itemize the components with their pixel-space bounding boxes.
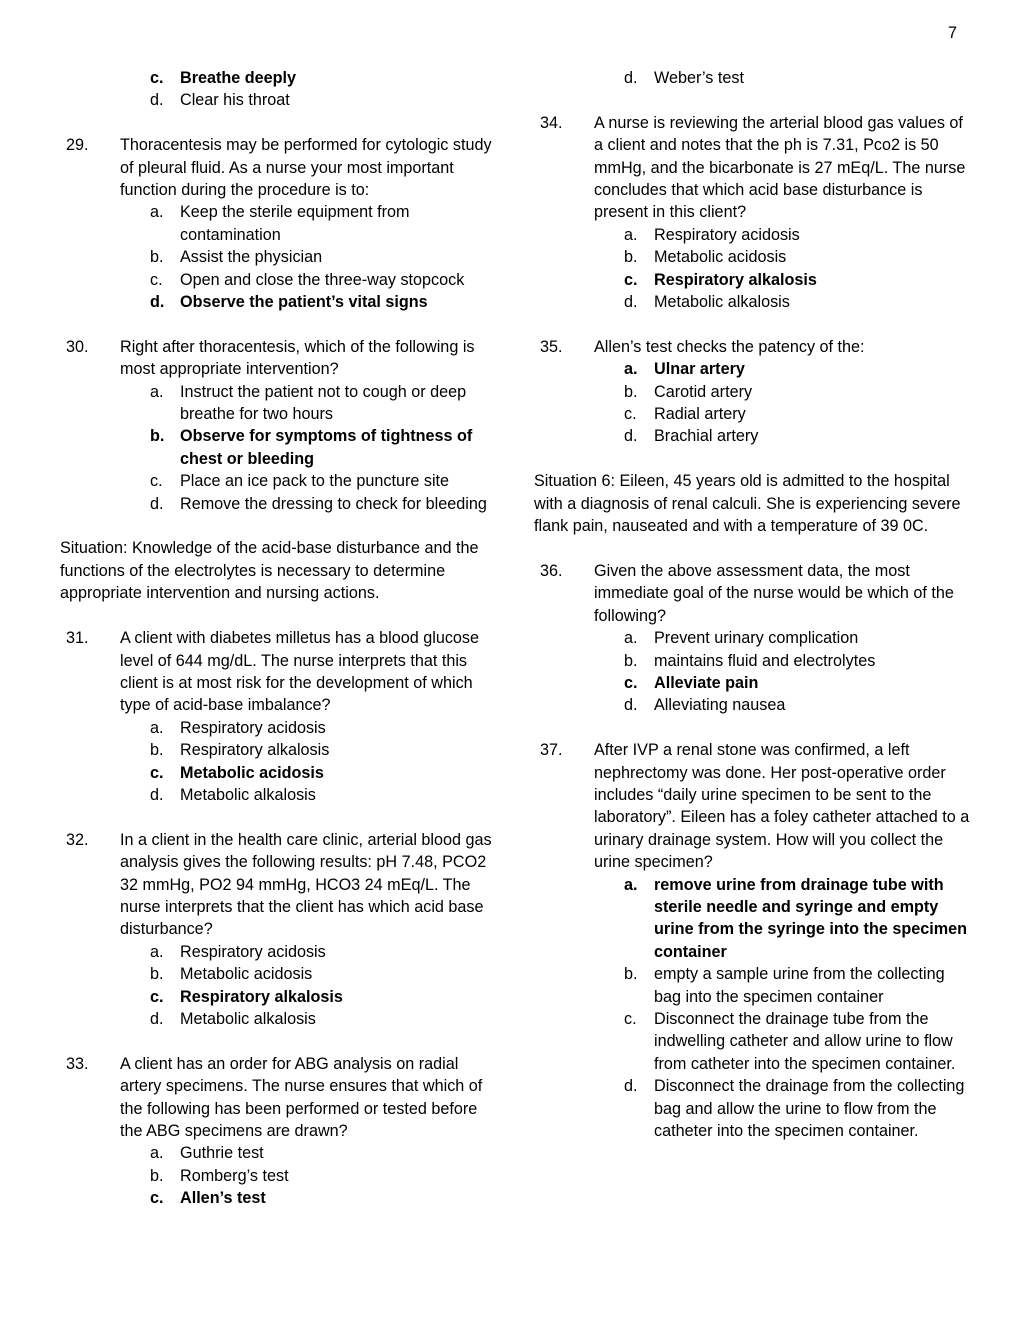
option-text: Respiratory acidosis bbox=[180, 718, 326, 737]
option-b bbox=[624, 381, 974, 403]
question-33 bbox=[60, 1053, 500, 1210]
option-text: maintains fluid and electrolytes bbox=[654, 651, 876, 670]
option-c bbox=[624, 269, 974, 291]
option-d bbox=[150, 784, 500, 806]
question-number: 30. bbox=[66, 337, 89, 356]
option-b bbox=[150, 1165, 500, 1187]
option-a bbox=[150, 941, 500, 963]
option-text: Allen’s test bbox=[180, 1189, 266, 1208]
question-35 bbox=[534, 336, 974, 448]
question-stem: Given the above assessment data, the most immediate goal of the nurse would be which of the following? bbox=[594, 561, 954, 625]
option-letter: c. bbox=[150, 987, 164, 1006]
option-text: Disconnect the drainage tube from the indwelling catheter and allow urine to flow from catheter into the specimen container. bbox=[654, 1009, 956, 1073]
option-text: Guthrie test bbox=[180, 1144, 264, 1163]
option-a bbox=[624, 874, 974, 964]
option-d bbox=[624, 67, 974, 89]
question-number: 33. bbox=[66, 1054, 89, 1073]
question-34 bbox=[534, 112, 974, 314]
option-b bbox=[150, 963, 500, 985]
option-letter: d. bbox=[150, 91, 164, 110]
option-text: empty a sample urine from the collecting bag into the specimen container bbox=[654, 965, 945, 1006]
option-text: remove urine from drainage tube with sterile needle and syringe and empty urine from the syringe into the specimen container bbox=[654, 875, 968, 961]
question-37 bbox=[534, 739, 974, 1142]
option-text: Radial artery bbox=[654, 405, 746, 424]
option-letter: b. bbox=[150, 427, 165, 446]
option-letter: c. bbox=[150, 270, 163, 289]
option-letter: a. bbox=[150, 1144, 164, 1163]
option-letter: c. bbox=[624, 673, 638, 692]
option-text: Metabolic alkalosis bbox=[180, 785, 316, 804]
option-a bbox=[150, 201, 500, 246]
option-letter: a. bbox=[150, 382, 164, 401]
option-text: Disconnect the drainage from the collecting bag and allow the urine to flow from the catheter into the specimen container. bbox=[654, 1077, 965, 1141]
question-number: 31. bbox=[66, 629, 89, 648]
option-letter: b. bbox=[624, 651, 638, 670]
option-d bbox=[150, 291, 500, 313]
option-c bbox=[624, 403, 974, 425]
option-c bbox=[150, 269, 500, 291]
option-c bbox=[150, 67, 500, 89]
option-letter: b. bbox=[150, 248, 164, 267]
option-d bbox=[150, 493, 500, 515]
option-letter: b. bbox=[150, 741, 164, 760]
question-stem: In a client in the health care clinic, arterial blood gas analysis gives the following results: pH 7.48, PCO2 32 mmHg, PO2 94 mmHg, HCO3 24 mEq/L. The nurse interprets that the client has which acid base disturbance? bbox=[120, 830, 492, 939]
option-text: Carotid artery bbox=[654, 382, 753, 401]
option-letter: d. bbox=[624, 69, 638, 87]
option-letter: c. bbox=[150, 472, 163, 491]
option-a bbox=[624, 627, 974, 649]
option-letter: a. bbox=[624, 225, 638, 244]
option-b bbox=[624, 650, 974, 672]
option-text: Respiratory alkalosis bbox=[654, 270, 817, 289]
question-31 bbox=[60, 627, 500, 806]
question-32 bbox=[60, 829, 500, 1031]
option-text: Observe for symptoms of tightness of chest or bleeding bbox=[180, 427, 473, 468]
option-d bbox=[624, 694, 974, 716]
option-letter: b. bbox=[624, 248, 638, 267]
question-stem: Right after thoracentesis, which of the following is most appropriate intervention? bbox=[120, 337, 475, 379]
option-text: Metabolic acidosis bbox=[654, 248, 787, 267]
question-36 bbox=[534, 560, 974, 717]
option-letter: d. bbox=[624, 427, 638, 446]
question-number: 36. bbox=[540, 561, 563, 580]
question-stem: After IVP a renal stone was confirmed, a left nephrectomy was done. Her post-operative order includes “daily urine specimen to be sent to the laboratory”. Eileen has a foley catheter attached to a urinary drainage system. How will you collect the urine specimen? bbox=[594, 741, 970, 872]
option-d bbox=[150, 1008, 500, 1030]
option-d bbox=[150, 89, 500, 111]
option-a bbox=[150, 381, 500, 426]
left-column bbox=[60, 67, 500, 1210]
option-b bbox=[150, 246, 500, 268]
question-29 bbox=[60, 134, 500, 313]
option-text: Prevent urinary complication bbox=[654, 629, 859, 648]
option-letter: a. bbox=[624, 360, 638, 379]
option-text: Keep the sterile equipment from contamination bbox=[180, 203, 410, 244]
option-text: Brachial artery bbox=[654, 427, 759, 446]
option-letter: c. bbox=[150, 1189, 164, 1208]
question-stem: A client has an order for ABG analysis on radial artery specimens. The nurse ensures that which of the following has been performed or tested before the ABG specimens are drawn? bbox=[120, 1054, 483, 1140]
option-c bbox=[624, 672, 974, 694]
option-a bbox=[624, 358, 974, 380]
option-letter: b. bbox=[624, 382, 638, 401]
situation-paragraph: Situation: Knowledge of the acid-base disturbance and the functions of the electrolytes is necessary to determine appropriate intervention and nursing actions. bbox=[60, 539, 479, 603]
option-text: Ulnar artery bbox=[654, 360, 745, 379]
question-stem: A nurse is reviewing the arterial blood gas values of a client and notes that the ph is 7.31, Pco2 is 50 mmHg, and the bicarbonate is 27 mEq/L. The nurse concludes that which acid base disturbance is present in this client? bbox=[594, 113, 966, 222]
option-text: Place an ice pack to the puncture site bbox=[180, 472, 450, 491]
page-number: 7 bbox=[948, 24, 958, 42]
option-text: Respiratory acidosis bbox=[180, 942, 326, 961]
option-c bbox=[624, 1008, 974, 1075]
option-text: Open and close the three-way stopcock bbox=[180, 270, 465, 289]
right-column bbox=[534, 67, 974, 1142]
option-letter: d. bbox=[624, 1077, 638, 1096]
option-b bbox=[150, 425, 500, 470]
question-number: 37. bbox=[540, 741, 563, 760]
option-text: Remove the dressing to check for bleeding bbox=[180, 494, 487, 513]
option-c bbox=[150, 1187, 500, 1209]
option-text: Respiratory alkalosis bbox=[180, 987, 343, 1006]
option-b bbox=[624, 963, 974, 1008]
option-text: Respiratory acidosis bbox=[654, 225, 800, 244]
option-a bbox=[624, 224, 974, 246]
option-text: Weber’s test bbox=[654, 69, 744, 87]
option-letter: d. bbox=[150, 494, 164, 513]
option-letter: a. bbox=[150, 203, 164, 222]
situation-paragraph: Situation 6: Eileen, 45 years old is admitted to the hospital with a diagnosis of renal calculi. She is experiencing severe flank pain, nauseated and with a temperature of 39 0C. bbox=[534, 472, 961, 536]
question-number: 35. bbox=[540, 337, 563, 356]
option-c bbox=[150, 986, 500, 1008]
question-number: 29. bbox=[66, 136, 89, 155]
option-letter: a. bbox=[624, 629, 638, 648]
option-text: Metabolic acidosis bbox=[180, 763, 324, 782]
option-letter: d. bbox=[150, 785, 164, 804]
option-d bbox=[624, 425, 974, 447]
option-text: Instruct the patient not to cough or deep breathe for two hours bbox=[180, 382, 467, 424]
option-text: Alleviate pain bbox=[654, 673, 759, 692]
question-stem: Allen’s test checks the patency of the: bbox=[594, 337, 865, 356]
option-text: Respiratory alkalosis bbox=[180, 741, 330, 760]
option-text: Romberg’s test bbox=[180, 1166, 289, 1185]
option-text: Metabolic acidosis bbox=[180, 965, 313, 984]
option-c bbox=[150, 762, 500, 784]
option-text: Observe the patient’s vital signs bbox=[180, 293, 428, 312]
option-text: Assist the physician bbox=[180, 248, 323, 267]
option-a bbox=[150, 1142, 500, 1164]
option-letter: c. bbox=[624, 405, 637, 424]
option-b bbox=[624, 246, 974, 268]
option-a bbox=[150, 717, 500, 739]
option-letter: b. bbox=[150, 965, 164, 984]
option-text: Clear his throat bbox=[180, 91, 290, 110]
option-d bbox=[624, 291, 974, 313]
option-letter: d. bbox=[150, 1009, 164, 1028]
question-stem: A client with diabetes milletus has a blood glucose level of 644 mg/dL. The nurse interprets that this client is at most risk for the development of which type of acid-base imbalance? bbox=[120, 629, 480, 715]
option-letter: d. bbox=[150, 293, 165, 312]
option-letter: d. bbox=[624, 293, 638, 312]
option-letter: c. bbox=[150, 763, 164, 782]
option-letter: a. bbox=[150, 942, 164, 961]
option-letter: b. bbox=[150, 1166, 164, 1185]
option-letter: c. bbox=[150, 69, 164, 87]
question-number: 34. bbox=[540, 113, 563, 132]
question-stem: Thoracentesis may be performed for cytologic study of pleural fluid. As a nurse your most important function during the procedure is to: bbox=[120, 136, 492, 200]
option-letter: a. bbox=[150, 718, 164, 737]
question-30 bbox=[60, 336, 500, 515]
option-text: Metabolic alkalosis bbox=[654, 293, 790, 312]
option-text: Alleviating nausea bbox=[654, 696, 786, 715]
option-d bbox=[624, 1075, 974, 1142]
option-text: Metabolic alkalosis bbox=[180, 1009, 316, 1028]
question-number: 32. bbox=[66, 830, 89, 849]
option-letter: b. bbox=[624, 965, 638, 984]
option-c bbox=[150, 470, 500, 492]
option-text: Breathe deeply bbox=[180, 69, 297, 87]
option-letter: c. bbox=[624, 270, 638, 289]
option-letter: d. bbox=[624, 696, 638, 715]
option-letter: c. bbox=[624, 1009, 637, 1028]
option-letter: a. bbox=[624, 875, 638, 894]
option-b bbox=[150, 739, 500, 761]
